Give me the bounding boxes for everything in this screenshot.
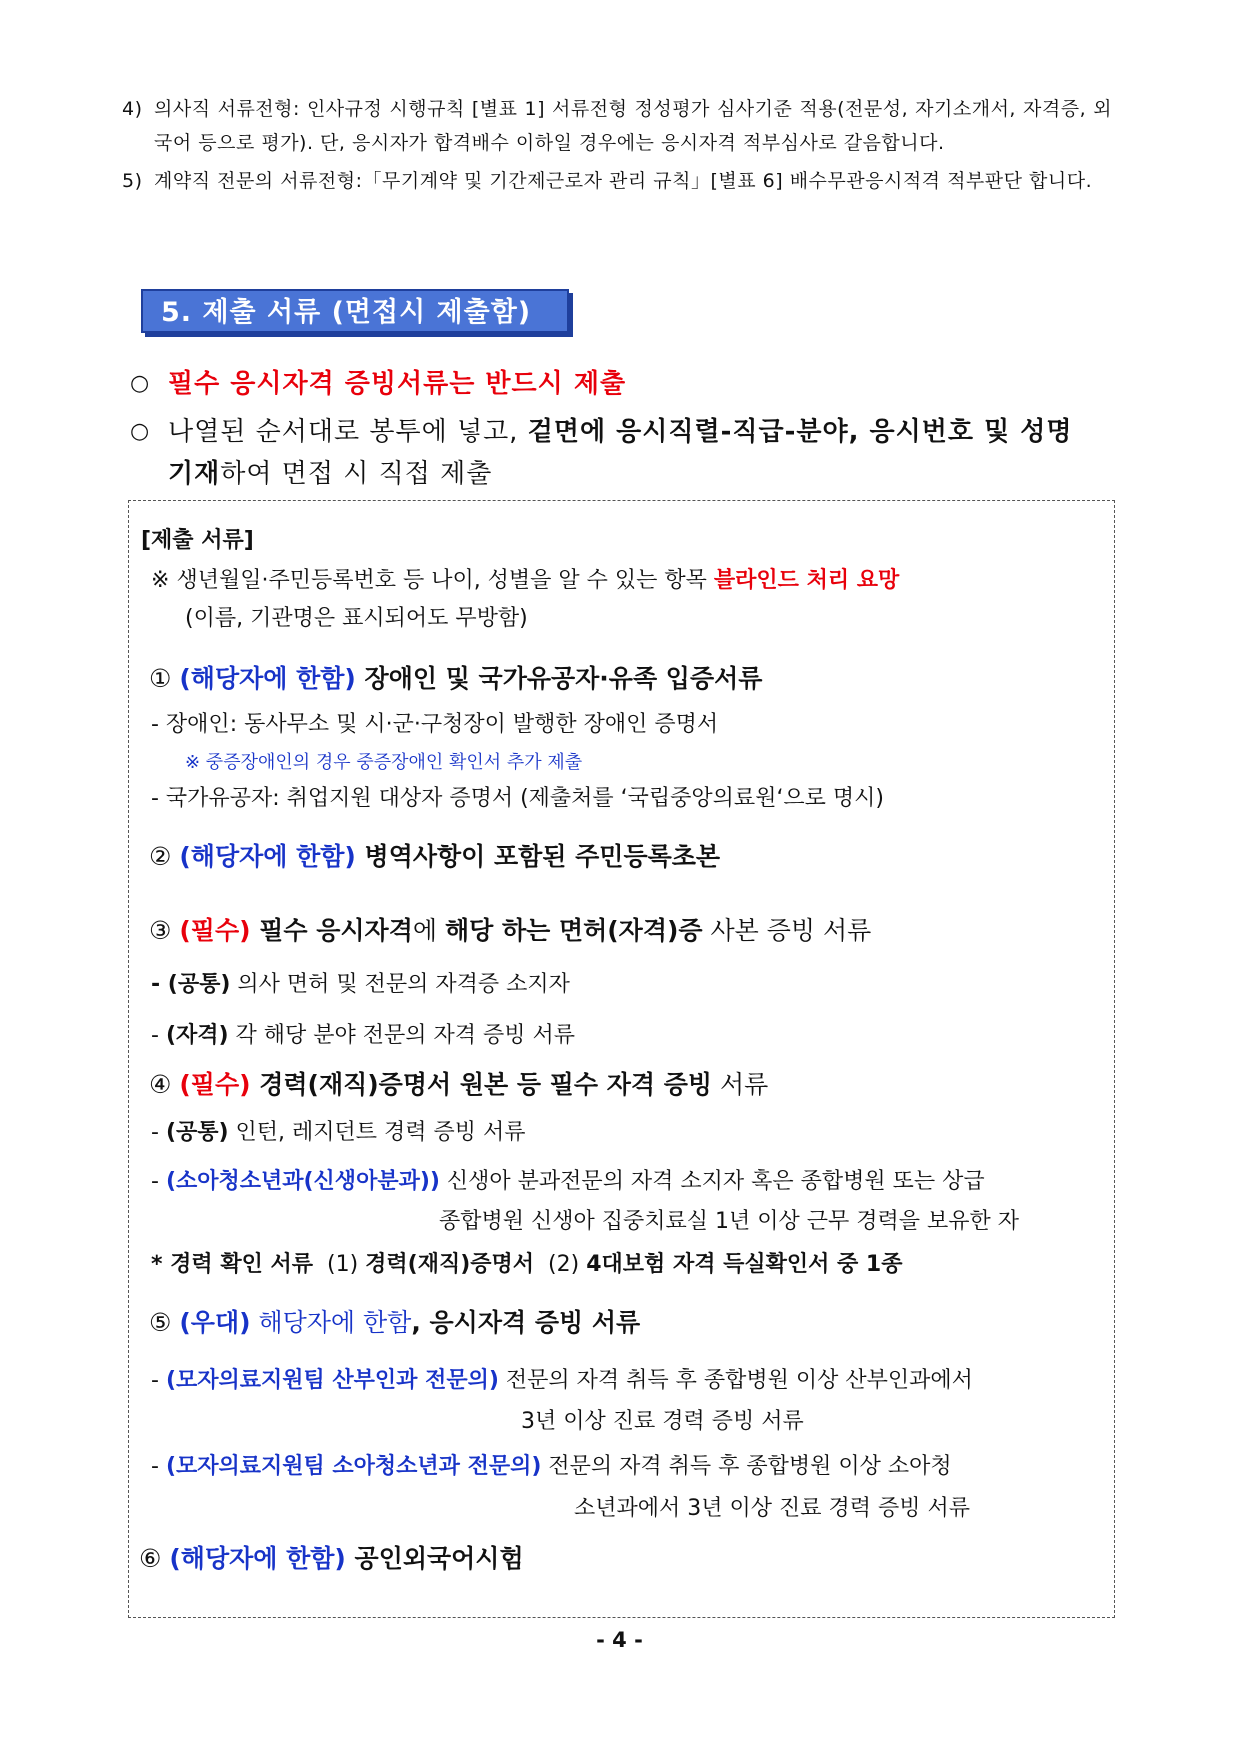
submission-documents-box bbox=[128, 500, 1115, 1618]
item-title-plain: 에 bbox=[412, 916, 445, 945]
sub-text: 의사 면허 및 전문의 자격증 소지자 bbox=[230, 972, 570, 997]
item-tag: (필수) bbox=[179, 916, 251, 945]
item-title-bold: 필수 응시자격 bbox=[250, 916, 413, 945]
item-4-sub-common bbox=[151, 1115, 526, 1146]
item-tag: (해당자에 한함) bbox=[179, 842, 356, 871]
sub-tag: (모자의료지원팀 소아청소년과 전문의) bbox=[165, 1454, 542, 1479]
sub-text: 전문의 자격 취득 후 종합병원 이상 산부인과에서 bbox=[498, 1368, 973, 1393]
sub-text: 신생아 분과전문의 자격 소지자 혹은 종합병원 또는 상급 bbox=[439, 1169, 985, 1194]
item-5-title bbox=[149, 1303, 640, 1339]
note-4 bbox=[122, 92, 1112, 160]
item-title-bold: 경력(재직)증명서 원본 등 필수 자격 증빙 bbox=[250, 1070, 713, 1099]
item-5-sub-obgyn-cont: 3년 이상 진료 경력 증빙 서류 bbox=[521, 1409, 804, 1434]
item-4-sub-neonatal-cont: 종합병원 신생아 집중치료실 1년 이상 근무 경력을 보유한 자 bbox=[439, 1209, 1019, 1234]
item-5-sub-pediatrics bbox=[151, 1449, 952, 1480]
item-tag: (우대) bbox=[179, 1308, 251, 1337]
dash: - bbox=[151, 1169, 166, 1194]
circle-bullet-icon: ○ bbox=[130, 371, 151, 396]
bullet-text-bold: 겉면에 응시직렬-직급-분야, 응시번호 및 성명 bbox=[527, 417, 1073, 447]
item-4-title bbox=[149, 1065, 768, 1101]
note-number: 5) bbox=[122, 170, 143, 192]
dash: - bbox=[151, 1454, 166, 1479]
item-1-title bbox=[149, 659, 762, 695]
item-3-sub-qualification bbox=[151, 1018, 575, 1049]
note-text: 계약직 전문의 서류전형:「무기계약 및 기간제근로자 관리 규칙」[별표 6] 배수무관응시적격 적부판단 합니다. bbox=[154, 170, 1093, 192]
sub-tag: (공통) bbox=[165, 1120, 229, 1145]
item-tag-plain: 해당자에 한함 bbox=[250, 1308, 412, 1337]
item-title-plain: 서류 bbox=[712, 1070, 769, 1099]
notice-highlight: 블라인드 처리 요망 bbox=[713, 568, 900, 593]
item-number: ③ bbox=[149, 916, 172, 945]
bullet-text-part: 하여 면접 시 직접 제출 bbox=[220, 459, 493, 489]
item-tag: (해당자에 한함) bbox=[169, 1544, 346, 1573]
item-title-bold: 해당 하는 면허(자격)증 bbox=[444, 916, 703, 945]
sub-tag: (소아청소년과(신생아분과)) bbox=[165, 1169, 440, 1194]
bullet-required bbox=[130, 363, 1110, 405]
item-tag: (필수) bbox=[179, 1070, 251, 1099]
sub-tag: (자격) bbox=[165, 1023, 229, 1048]
sub-text: 각 해당 분야 전문의 자격 증빙 서류 bbox=[228, 1023, 576, 1048]
item-title-plain: 사본 증빙 서류 bbox=[702, 916, 872, 945]
item-number: ① bbox=[149, 664, 172, 693]
item-title: 장애인 및 국가유공자·유족 입증서류 bbox=[355, 664, 763, 693]
item-1-sub-veteran: - 국가유공자: 취업지원 대상자 증명서 (제출처를 ‘국립중앙의료원‘으로 명시) bbox=[151, 786, 885, 811]
blind-notice bbox=[151, 563, 899, 594]
note-number: 4) bbox=[122, 98, 143, 120]
bullet-text bbox=[130, 411, 1110, 495]
item-5-sub-obgyn bbox=[151, 1363, 973, 1394]
bullet-text-part: 나열된 순서대로 봉투에 넣고, bbox=[168, 417, 528, 447]
sub-tag: (공통) bbox=[167, 972, 231, 997]
dash: - bbox=[151, 972, 168, 997]
item-number: ④ bbox=[149, 1070, 172, 1099]
item-5-sub-pediatrics-cont: 소년과에서 3년 이상 진료 경력 증빙 서류 bbox=[574, 1496, 970, 1521]
note-text: 의사직 서류전형: 인사규정 시행규칙 [별표 1] 서류전형 정성평가 심사기준 적용(전문성, 자기소개서, 자격증, 외국어 등으로 평가). 단, 응시자가 합격배수 이하일 경우에는 응시자격 적부심사로 갈음합니다. bbox=[154, 98, 1112, 154]
dash: - bbox=[151, 1368, 166, 1393]
item-title: 공인외국어시험 bbox=[345, 1544, 524, 1573]
item-3-title bbox=[149, 911, 871, 947]
career-num: (2) bbox=[548, 1252, 580, 1277]
item-tag: (해당자에 한함) bbox=[179, 664, 356, 693]
sub-tag: (모자의료지원팀 산부인과 전문의) bbox=[165, 1368, 499, 1393]
item-title-bold: , 응시자격 증빙 서류 bbox=[411, 1308, 641, 1337]
career-check-documents bbox=[151, 1247, 903, 1278]
sub-text: 전문의 자격 취득 후 종합병원 이상 소아청 bbox=[541, 1454, 952, 1479]
career-text: 4대보험 자격 득실확인서 중 1종 bbox=[586, 1252, 903, 1277]
bullet-text-bold: 기재 bbox=[168, 459, 221, 489]
item-number: ⑤ bbox=[149, 1308, 172, 1337]
box-heading: [제출 서류] bbox=[141, 528, 254, 553]
notice-text: 생년월일·주민등록번호 등 나이, 성별을 알 수 있는 항목 bbox=[176, 568, 714, 593]
item-number: ② bbox=[149, 842, 172, 871]
career-text: 경력(재직)증명서 bbox=[365, 1252, 535, 1277]
item-4-sub-neonatal bbox=[151, 1164, 985, 1195]
page-number: - 4 - bbox=[596, 1628, 643, 1652]
note-5 bbox=[122, 164, 1112, 198]
bullet-envelope bbox=[130, 411, 1110, 495]
sub-text: 인턴, 레지던트 경력 증빙 서류 bbox=[228, 1120, 526, 1145]
item-6-title bbox=[139, 1539, 524, 1575]
career-num: (1) bbox=[327, 1252, 359, 1277]
item-2-title bbox=[149, 837, 720, 873]
career-label: * 경력 확인 서류 bbox=[151, 1252, 313, 1277]
bullet-text: 필수 응시자격 증빙서류는 반드시 제출 bbox=[168, 369, 627, 399]
reference-mark-icon: ※ bbox=[151, 568, 170, 593]
item-1-sub-note: ※ 중증장애인의 경우 중증장애인 확인서 추가 제출 bbox=[185, 752, 583, 773]
item-3-sub-common bbox=[151, 967, 570, 998]
item-1-sub-disabled: - 장애인: 동사무소 및 시·군·구청장이 발행한 장애인 증명서 bbox=[151, 712, 719, 737]
dash: - bbox=[151, 1023, 166, 1048]
item-number: ⑥ bbox=[139, 1544, 162, 1573]
circle-bullet-icon: ○ bbox=[130, 419, 151, 444]
notice-sub: (이름, 기관명은 표시되어도 무방함) bbox=[185, 606, 528, 631]
dash: - bbox=[151, 1120, 166, 1145]
item-title: 병역사항이 포함된 주민등록초본 bbox=[355, 842, 721, 871]
section-title: 5. 제출 서류 (면접시 제출함) bbox=[141, 289, 569, 333]
